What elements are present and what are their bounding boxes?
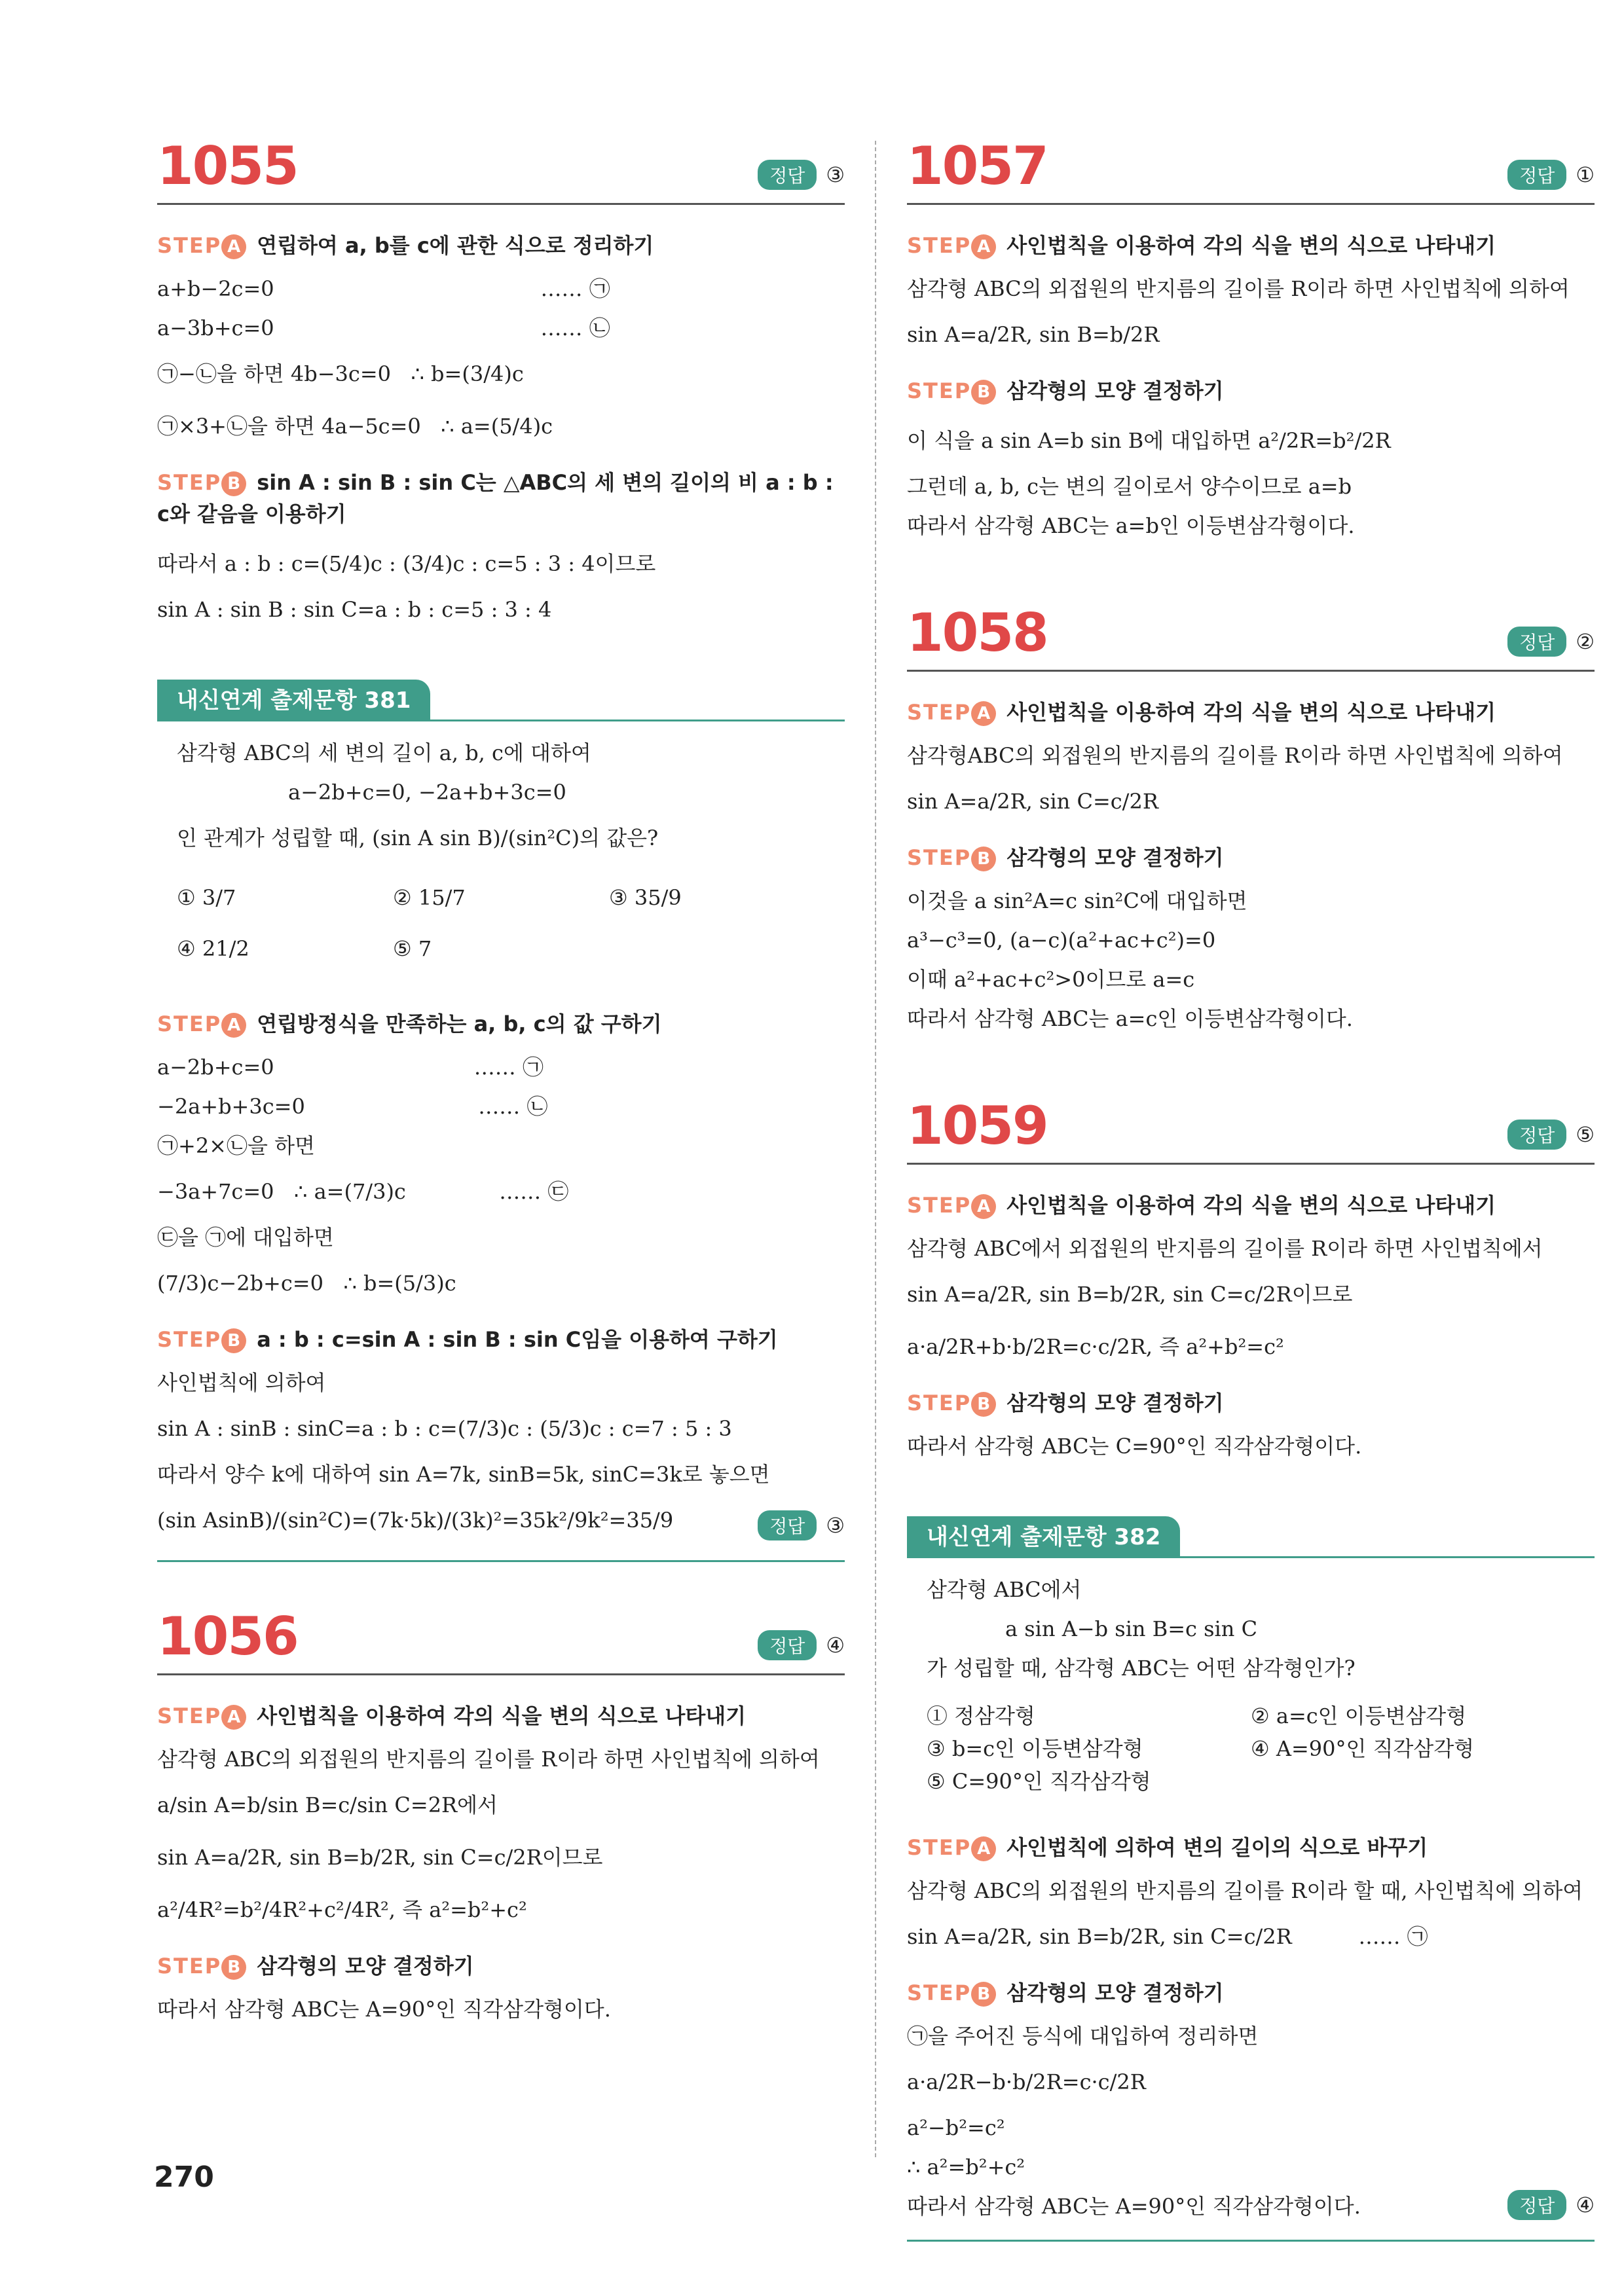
step-b-heading xyxy=(907,1387,1595,1419)
step-letter-badge: B xyxy=(221,1955,246,1980)
problem-header xyxy=(907,131,1595,205)
choice-item: ③ 35/9 xyxy=(609,885,682,910)
step-word: STEP xyxy=(157,1704,222,1728)
step-title: 삼각형의 모양 결정하기 xyxy=(1006,1391,1224,1415)
step-a-heading xyxy=(907,230,1595,261)
solution-line: ㉠−㉡을 하면 4b−3c=0 ∴ b=(3/4)c xyxy=(157,361,524,386)
exam-box-question xyxy=(907,1558,1595,1817)
step-word: STEP xyxy=(907,1193,972,1218)
solution-line: (7/3)c−2b+c=0 ∴ b=(5/3)c xyxy=(157,1271,456,1296)
step-letter-badge: B xyxy=(221,1328,246,1353)
problem-1058 xyxy=(907,598,1595,1038)
step-letter-badge: B xyxy=(971,847,996,871)
step-b-heading xyxy=(907,842,1595,873)
step-b-heading xyxy=(907,375,1595,407)
answer-value: ② xyxy=(1576,629,1595,654)
problem-number: 1055 xyxy=(157,136,298,196)
solution-line: 따라서 삼각형 ABC는 C=90°인 직각삼각형이다. xyxy=(907,1434,1362,1459)
answer-label: 정답 xyxy=(1507,160,1566,190)
problem-header xyxy=(157,131,845,205)
solution-line: 삼각형ABC의 외접원의 반지름의 길이를 R이라 하면 사인법칙에 의하여 xyxy=(907,743,1563,768)
solution-line: 따라서 삼각형 ABC는 a=b인 이등변삼각형이다. xyxy=(907,513,1355,538)
answer-label: 정답 xyxy=(758,160,817,190)
exam-box-382 xyxy=(907,1518,1595,2242)
question-text: 인 관계가 성립할 때, (sin A sin B)/(sin²C)의 값은? xyxy=(177,826,659,850)
solution-line: 따라서 삼각형 ABC는 A=90°인 직각삼각형이다. xyxy=(907,2194,1361,2219)
solution-line: 삼각형 ABC에서 외접원의 반지름의 길이를 R이라 하면 사인법칙에서 xyxy=(907,1236,1543,1261)
step-word: STEP xyxy=(907,700,972,725)
question-equation: a−2b+c=0, −2a+b+3c=0 xyxy=(288,780,566,805)
step-title: 삼각형의 모양 결정하기 xyxy=(1006,845,1224,870)
step-word: STEP xyxy=(907,1980,972,2005)
problem-header xyxy=(157,1601,845,1675)
step-letter-badge: A xyxy=(971,1836,996,1861)
solution-line: 따라서 삼각형 ABC는 a=c인 이등변삼각형이다. xyxy=(907,1006,1353,1031)
answer-value: ④ xyxy=(826,1633,845,1658)
step-b-heading xyxy=(157,1950,845,1982)
answer-value: ③ xyxy=(826,1513,845,1538)
solution-line: sin A : sinB : sinC=a : b : c=(7/3)c : (5/3)c : c=7 : 5 : 3 xyxy=(157,1416,732,1441)
step-b-heading xyxy=(157,1324,845,1355)
right-column xyxy=(907,131,1595,2281)
choice-item: ⑤ C=90°인 직각삼각형 xyxy=(927,1769,1151,1794)
problem-number: 1057 xyxy=(907,136,1048,196)
question-text: 삼각형 ABC에서 xyxy=(927,1577,1082,1602)
choice-item: ① 정삼각형 xyxy=(927,1704,1035,1728)
step-title: 삼각형의 모양 결정하기 xyxy=(1006,1980,1224,2005)
problem-1059 xyxy=(907,1091,1595,1466)
step-letter-badge: B xyxy=(971,1982,996,2007)
solution-line: −2a+b+3c=0 …… ㉡ xyxy=(157,1094,548,1119)
step-title: 사인법칙을 이용하여 각의 식을 변의 식으로 나타내기 xyxy=(257,1704,747,1728)
choice-item: ③ b=c인 이등변삼각형 xyxy=(927,1736,1143,1761)
step-letter-badge: A xyxy=(971,701,996,726)
problem-header xyxy=(907,598,1595,672)
answer-value: ④ xyxy=(1576,2193,1595,2217)
exam-box-header xyxy=(157,682,845,721)
answer-badge xyxy=(1507,627,1595,657)
choice-item: ① 3/7 xyxy=(177,885,236,910)
choice-item: ④ 21/2 xyxy=(177,936,249,961)
question-equation: a sin A−b sin B=c sin C xyxy=(1005,1616,1258,1641)
problem-1055 xyxy=(157,131,845,629)
step-letter-badge: B xyxy=(971,380,996,405)
problem-1056 xyxy=(157,1601,845,2029)
choice-item: ④ A=90°인 직각삼각형 xyxy=(1251,1736,1475,1761)
solution-line: ∴ a²=b²+c² xyxy=(907,2155,1025,2179)
step-word: STEP xyxy=(907,378,972,403)
step-title: 사인법칙을 이용하여 각의 식을 변의 식으로 나타내기 xyxy=(1006,1193,1496,1218)
solution-line: sin A=a/2R, sin B=b/2R, sin C=c/2R이므로 xyxy=(157,1845,603,1870)
answer-value: ③ xyxy=(826,162,845,187)
solution-line: a·a/2R+b·b/2R=c·c/2R, 즉 a²+b²=c² xyxy=(907,1334,1284,1359)
solution-line: 삼각형 ABC의 외접원의 반지름의 길이를 R이라 하면 사인법칙에 의하여 xyxy=(907,276,1570,301)
solution-line: 이 식을 a sin A=b sin B에 대입하면 a²/2R=b²/2R xyxy=(907,428,1391,453)
exam-box-381 xyxy=(157,682,845,1562)
problem-header xyxy=(907,1091,1595,1165)
step-title: 연립하여 a, b를 c에 관한 식으로 정리하기 xyxy=(257,233,654,258)
choice-item: ② 15/7 xyxy=(393,885,466,910)
step-letter-badge: A xyxy=(221,234,246,259)
answer-badge xyxy=(1507,1120,1595,1150)
exam-box-tab: 내신연계 출제문항 381 xyxy=(157,680,430,721)
step-title: 삼각형의 모양 결정하기 xyxy=(1006,378,1224,403)
step-a-heading xyxy=(157,1008,845,1040)
solution-line: ㉢을 ㉠에 대입하면 xyxy=(157,1225,334,1250)
answer-badge xyxy=(758,1630,845,1660)
solution-line: 이것을 a sin²A=c sin²C에 대입하면 xyxy=(907,888,1247,913)
solution-line: a²/4R²=b²/4R²+c²/4R², 즉 a²=b²+c² xyxy=(157,1897,527,1922)
step-letter-badge: B xyxy=(971,1392,996,1417)
step-word: STEP xyxy=(157,1954,222,1978)
exam-box-question xyxy=(157,721,845,994)
solution-line: sin A : sin B : sin C=a : b : c=5 : 3 : 4 xyxy=(157,597,552,622)
step-letter-badge: A xyxy=(971,1194,996,1219)
solution-line: a³−c³=0, (a−c)(a²+ac+c²)=0 xyxy=(907,928,1216,953)
page-number: 270 xyxy=(154,2160,214,2194)
answer-label: 정답 xyxy=(1507,1120,1566,1150)
section-rule xyxy=(907,2240,1595,2242)
solution-line: a+b−2c=0 …… ㉠ xyxy=(157,276,610,301)
step-letter-badge: A xyxy=(221,1013,246,1038)
problem-number: 1056 xyxy=(157,1606,298,1667)
solution-line: a·a/2R−b·b/2R=c·c/2R xyxy=(907,2069,1146,2094)
answer-label: 정답 xyxy=(758,1630,817,1660)
solution-line: 이때 a²+ac+c²>0이므로 a=c xyxy=(907,967,1195,992)
solution-line: −3a+7c=0 ∴ a=(7/3)c …… ㉢ xyxy=(157,1179,569,1204)
step-a-heading xyxy=(907,697,1595,728)
step-a-heading xyxy=(907,1190,1595,1221)
solution-line: sin A=a/2R, sin C=c/2R xyxy=(907,789,1158,814)
step-b-heading xyxy=(907,1977,1595,2009)
solution-line: a/sin A=b/sin B=c/sin C=2R에서 xyxy=(157,1793,498,1817)
solution-line: ㉠+2×㉡을 하면 xyxy=(157,1133,315,1158)
answer-badge xyxy=(758,160,845,190)
solution-line: sin A=a/2R, sin B=b/2R, sin C=c/2R이므로 xyxy=(907,1282,1353,1307)
step-word: STEP xyxy=(157,470,222,495)
solution-line: a−2b+c=0 …… ㉠ xyxy=(157,1055,544,1080)
step-a-heading xyxy=(907,1832,1595,1863)
step-word: STEP xyxy=(157,1327,222,1352)
problem-number: 1059 xyxy=(907,1095,1048,1156)
step-word: STEP xyxy=(907,845,972,870)
step-word: STEP xyxy=(907,233,972,258)
step-title: a : b : c=sin A : sin B : sin C임을 이용하여 구하기 xyxy=(257,1327,778,1352)
step-title: 연립방정식을 만족하는 a, b, c의 값 구하기 xyxy=(257,1011,662,1036)
question-text: 삼각형 ABC의 세 변의 길이 a, b, c에 대하여 xyxy=(177,740,591,765)
step-word: STEP xyxy=(907,1835,972,1860)
choice-list xyxy=(927,1700,1575,1798)
solution-line: sin A=a/2R, sin B=b/2R, sin C=c/2R …… ㉠ xyxy=(907,1924,1428,1949)
answer-label: 정답 xyxy=(1507,2190,1566,2220)
solution-line: ㉠×3+㉡을 하면 4a−5c=0 ∴ a=(5/4)c xyxy=(157,414,553,439)
exam-box-header xyxy=(907,1518,1595,1558)
solution-line: a²−b²=c² xyxy=(907,2115,1005,2140)
step-a-heading xyxy=(157,1700,845,1732)
column-divider xyxy=(875,141,876,2157)
step-letter-badge: A xyxy=(971,234,996,259)
solution-line: 사인법칙에 의하여 xyxy=(157,1370,326,1395)
step-title: 사인법칙을 이용하여 각의 식을 변의 식으로 나타내기 xyxy=(1006,233,1496,258)
solution-line: 따라서 a : b : c=(5/4)c : (3/4)c : c=5 : 3 : 4이므로 xyxy=(157,551,656,576)
step-title: 사인법칙을 이용하여 각의 식을 변의 식으로 나타내기 xyxy=(1006,700,1496,725)
step-a-heading xyxy=(157,230,845,261)
problem-1057 xyxy=(907,131,1595,545)
answer-label: 정답 xyxy=(758,1510,817,1540)
step-title: 사인법칙에 의하여 변의 길이의 식으로 바꾸기 xyxy=(1006,1835,1428,1860)
step-b-heading xyxy=(157,467,845,530)
answer-value: ① xyxy=(1576,162,1595,187)
solution-line: 따라서 삼각형 ABC는 A=90°인 직각삼각형이다. xyxy=(157,1997,611,2022)
exam-box-tab: 내신연계 출제문항 382 xyxy=(907,1516,1180,1558)
left-column xyxy=(157,131,845,2081)
solution-line: 그런데 a, b, c는 변의 길이로서 양수이므로 a=b xyxy=(907,474,1352,499)
solution-line: (sin AsinB)/(sin²C)=(7k·5k)/(3k)²=35k²/9k²=35/9 xyxy=(157,1508,674,1533)
step-word: STEP xyxy=(907,1391,972,1415)
answer-badge xyxy=(1507,160,1595,190)
solution-line: ㉠을 주어진 등식에 대입하여 정리하면 xyxy=(907,2024,1259,2049)
answer-label: 정답 xyxy=(1507,627,1566,657)
step-word: STEP xyxy=(157,233,222,258)
solution-line: 삼각형 ABC의 외접원의 반지름의 길이를 R이라 하면 사인법칙에 의하여 xyxy=(157,1747,820,1772)
choice-list xyxy=(177,872,825,974)
choice-item: ⑤ 7 xyxy=(393,936,432,961)
question-text: 가 성립할 때, 삼각형 ABC는 어떤 삼각형인가? xyxy=(927,1656,1356,1681)
problem-number: 1058 xyxy=(907,602,1048,663)
solution-line: 삼각형 ABC의 외접원의 반지름의 길이를 R이라 할 때, 사인법칙에 의하여 xyxy=(907,1878,1583,1903)
step-word: STEP xyxy=(157,1011,222,1036)
choice-item: ② a=c인 이등변삼각형 xyxy=(1251,1704,1467,1728)
solution-line: sin A=a/2R, sin B=b/2R xyxy=(907,322,1160,347)
step-letter-badge: A xyxy=(221,1705,246,1730)
solution-line: a−3b+c=0 …… ㉡ xyxy=(157,316,610,340)
answer-value: ⑤ xyxy=(1576,1122,1595,1147)
step-title: sin A : sin B : sin C는 △ABC의 세 변의 길이의 비 a : b : c와 같음을 이용하기 xyxy=(157,470,834,526)
step-letter-badge: B xyxy=(221,471,246,496)
step-title: 삼각형의 모양 결정하기 xyxy=(257,1954,474,1978)
section-rule xyxy=(157,1560,845,1562)
solution-line: 따라서 양수 k에 대하여 sin A=7k, sinB=5k, sinC=3k로 놓으면 xyxy=(157,1462,770,1487)
